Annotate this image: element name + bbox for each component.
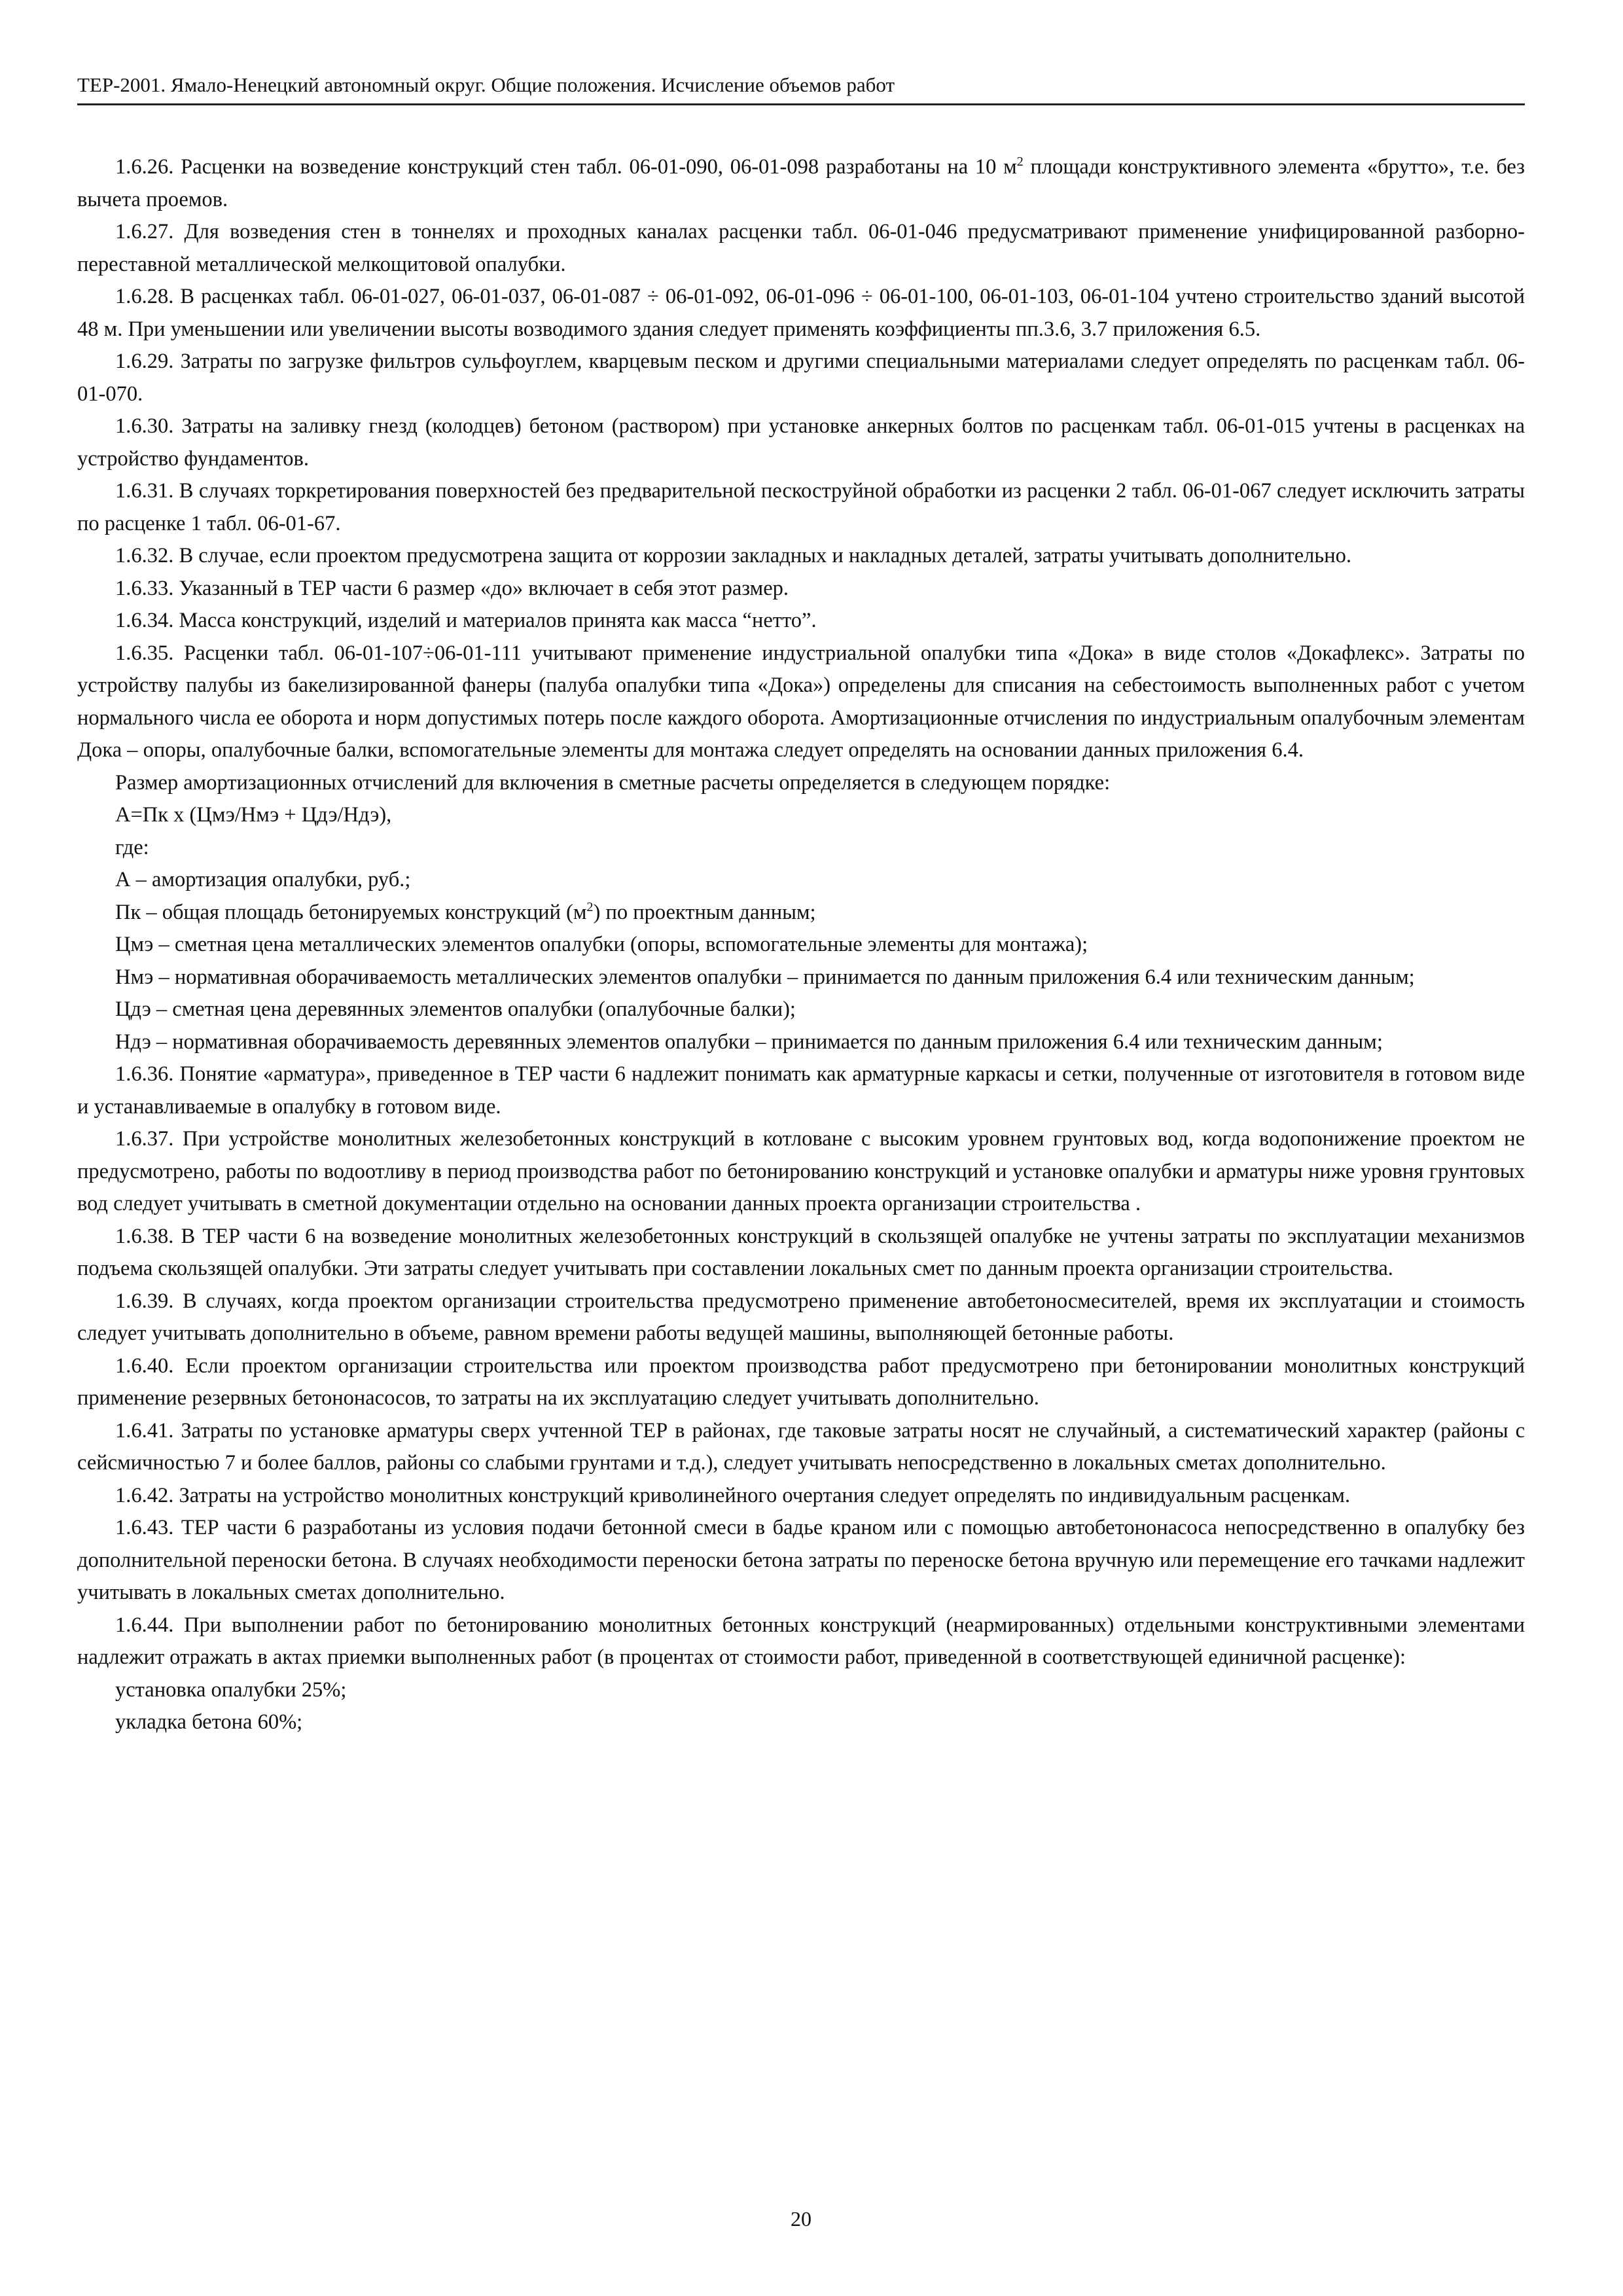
paragraph (77, 346, 1525, 410)
paragraph (77, 961, 1525, 994)
paragraph-text: Цдэ – сметная цена деревянных элементов опалубки (опалубочные балки); (115, 997, 796, 1021)
paragraph-text: 1.6.28. В расценках табл. 06-01-027, 06-01-037, 06-01-087 ÷ 06-01-092, 06-01-096 ÷ 06-01-100, 06-01-103, 06-01-104 учтено строительство зданий высотой 48 м. При уменьшении или увеличении высоты возводимого здания следует применять коэффициенты пп.3.6, 3.7 приложения 6.5. (77, 285, 1525, 341)
paragraph-text: 1.6.44. При выполнении работ по бетонированию монолитных бетонных конструкций (неармированных) отдельными конструктивными элементами надлежит отражать в актах приемки выполненных работ (в процентах от стоимости работ, приведенной в соответствующей единичной расценке): (77, 1613, 1525, 1669)
paragraph (77, 1221, 1525, 1285)
paragraph-text: 1.6.37. При устройстве монолитных железобетонных конструкций в котловане с высоким уровнем грунтовых вод, когда водопонижение проектом не предусмотрено, работы по водоотливу в период производства работ по бетонированию конструкций и установке опалубки и арматуры ниже уровня грунтовых вод следует учитывать в сметной документации отдельно на основании данных проекта организации строительства . (77, 1127, 1525, 1215)
paragraph-text: 1.6.35. Расценки табл. 06-01-107÷06-01-111 учитывают применение индустриальной опалубки типа «Дока» в виде столов «Докафлекс». Затраты по устройству палубы из бакелизированной фанеры (палуба опалубки типа «Дока») определены для списания на себестоимость выполненных работ с учетом нормального числа ее оборота и норм допустимых потерь после каждого оборота. Амортизационные отчисления по индустриальным опалубочным элементам Дока – опоры, опалубочные балки, вспомогательные элементы для монтажа следует определять на основании данных приложения 6.4. (77, 641, 1525, 762)
paragraph (77, 573, 1525, 605)
paragraph (77, 767, 1525, 800)
paragraph-text: где: (115, 835, 149, 859)
paragraph-text: 1.6.31. В случаях торкретирования поверхностей без предварительной пескоструйной обработки из расценки 2 табл. 06-01-067 следует исключить затраты по расценке 1 табл. 06-01-67. (77, 479, 1525, 535)
paragraph-text: 1.6.43. ТЕР части 6 разработаны из условия подачи бетонной смеси в бадье краном или с помощью автобетононасоса непосредственно в опалубку без дополнительной переноски бетона. В случаях необходимости переноски бетона затраты по переноске бетона вручную или перемещение его тачками надлежит учитывать в локальных сметах дополнительно. (77, 1516, 1525, 1604)
paragraph (77, 1285, 1525, 1350)
page-number: 20 (791, 2207, 812, 2231)
paragraph-text: А – амортизация опалубки, руб.; (115, 868, 411, 891)
paragraph-text: Ндэ – нормативная оборачиваемость деревянных элементов опалубки – принимается по данным приложения 6.4 или техническим данным; (115, 1030, 1383, 1054)
document-page (77, 72, 1525, 2258)
paragraph-text: 1.6.36. Понятие «арматура», приведенное в ТЕР части 6 надлежит понимать как арматурные каркасы и сетки, полученные от изготовителя в готовом виде и устанавливаемые в опалубку в готовом виде. (77, 1062, 1525, 1119)
paragraph (77, 864, 1525, 897)
paragraph (77, 151, 1525, 216)
paragraph-text: 1.6.34. Масса конструкций, изделий и материалов принята как масса “нетто”. (115, 609, 817, 632)
paragraph-text: 1.6.33. Указанный в ТЕР части 6 размер «до» включает в себя этот размер. (115, 576, 789, 600)
paragraph-text-continued: ) по проектным данным; (593, 900, 816, 924)
running-header: ТЕР-2001. Ямало-Ненецкий автономный округ. Общие положения. Исчисление объемов работ (77, 72, 1525, 105)
paragraph (77, 281, 1525, 346)
paragraph-text: Пк – общая площадь бетонируемых конструкций (м (115, 900, 587, 924)
paragraph-text-continued: площади конструктивного элемента «брутто», т.е. без вычета проемов. (77, 155, 1525, 211)
paragraph (77, 1058, 1525, 1123)
paragraph-text: А=Пк х (Цмэ/Нмэ + Цдэ/Ндэ), (115, 803, 392, 827)
paragraph (77, 1609, 1525, 1674)
paragraph (77, 929, 1525, 961)
document-body (77, 151, 1525, 1739)
paragraph (77, 1123, 1525, 1221)
paragraph (77, 994, 1525, 1026)
paragraph-text: установка опалубки 25%; (115, 1677, 347, 1702)
paragraph (77, 1350, 1525, 1415)
paragraph (77, 605, 1525, 637)
superscript: 2 (586, 899, 594, 914)
paragraph (77, 1480, 1525, 1513)
paragraph (77, 410, 1525, 475)
paragraph (77, 799, 1525, 832)
paragraph (77, 637, 1525, 767)
paragraph (77, 1415, 1525, 1480)
paragraph (77, 1026, 1525, 1059)
paragraph-text: 1.6.38. В ТЕР части 6 на возведение монолитных железобетонных конструкций в скользящей опалубке не учтены затраты по эксплуатации механизмов подъема скользящей опалубки. Эти затраты следует учитывать при составлении локальных смет по данным проекта организации строительства. (77, 1224, 1525, 1280)
paragraph-text: 1.6.40. Если проектом организации строительства или проектом производства работ предусмотрено при бетонировании монолитных конструкций применение резервных бетононасосов, то затраты на их эксплуатацию следует учитывать дополнительно. (77, 1354, 1525, 1410)
paragraph-text: Нмэ – нормативная оборачиваемость металлических элементов опалубки – принимается по данным приложения 6.4 или техническим данным; (115, 965, 1415, 989)
paragraph (77, 897, 1525, 929)
paragraph (77, 1512, 1525, 1609)
paragraph (77, 1706, 1525, 1739)
paragraph-text: 1.6.30. Затраты на заливку гнезд (колодцев) бетоном (раствором) при установке анкерных болтов по расценкам табл. 06-01-015 учтены в расценках на устройство фундаментов. (77, 414, 1525, 471)
paragraph-text: 1.6.42. Затраты на устройство монолитных конструкций криволинейного очертания следует определять по индивидуальным расценкам. (115, 1483, 1351, 1507)
paragraph-text: Размер амортизационных отчислений для включения в сметные расчеты определяется в следующем порядке: (115, 770, 1111, 795)
paragraph (77, 216, 1525, 281)
paragraph (77, 1674, 1525, 1707)
paragraph (77, 475, 1525, 540)
paragraph-text: 1.6.26. Расценки на возведение конструкций стен табл. 06-01-090, 06-01-098 разработаны на 10 м (115, 155, 1017, 179)
paragraph (77, 540, 1525, 573)
paragraph-text: укладка бетона 60%; (115, 1710, 303, 1734)
paragraph (77, 832, 1525, 865)
paragraph-text: 1.6.29. Затраты по загрузке фильтров сульфоуглем, кварцевым песком и другими специальными материалами следует определять по расценкам табл. 06-01-070. (77, 350, 1525, 406)
paragraph-text: 1.6.32. В случае, если проектом предусмотрена защита от коррозии закладных и накладных деталей, затраты учитывать дополнительно. (115, 544, 1351, 567)
paragraph-text: 1.6.39. В случаях, когда проектом организации строительства предусмотрено применение автобетоносмесителей, время их эксплуатации и стоимость следует учитывать дополнительно в объеме, равном времени работы ведущей машины, выполняющей бетонные работы. (77, 1289, 1525, 1345)
paragraph-text: 1.6.41. Затраты по установке арматуры сверх учтенной ТЕР в районах, где таковые затраты носят не случайный, а систематический характер (районы с сейсмичностью 7 и более баллов, районы со слабыми грунтами и т.д.), следует учитывать непосредственно в локальных сметах дополнительно. (77, 1418, 1525, 1475)
paragraph-text: Цмэ – сметная цена металлических элементов опалубки (опоры, вспомогательные элементы для монтажа); (115, 933, 1088, 956)
superscript: 2 (1016, 154, 1024, 170)
paragraph-text: 1.6.27. Для возведения стен в тоннелях и проходных каналах расценки табл. 06-01-046 предусматривают применение унифицированной разборно-переставной металлической мелкощитовой опалубки. (77, 220, 1525, 276)
